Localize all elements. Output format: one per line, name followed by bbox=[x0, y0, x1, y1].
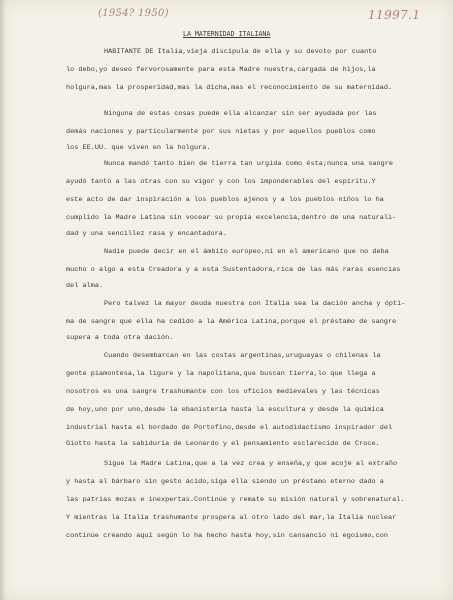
body-line: gente piamontesa,la ligure y la napolitana,que buscan tierra,lo que llega a bbox=[66, 370, 376, 378]
body-line: las patrias mozas e inexpertas.Continúe y remate su misión natural y sobrenatural. bbox=[66, 496, 405, 504]
body-line: y hasta al bárbaro sin gesto ácido,siga ella siendo un préstamo eterno dado a bbox=[66, 478, 384, 486]
body-line: del alma. bbox=[66, 282, 104, 290]
body-line: demás naciones y particularmente por sus nietas y por aquellos pueblos como bbox=[66, 128, 376, 136]
body-line: este acto de dar inspiración a los pueblos ajenos y a los pueblos niños lo ha bbox=[66, 196, 384, 204]
body-line: los EE.UU. que viven en la holgura. bbox=[66, 144, 211, 152]
body-line: Giotto hasta la sabiduría de Leonardo y el pensamiento esclarecido de Croce. bbox=[66, 440, 380, 448]
body-line: Ninguna de estas cosas puede ella alcanzar sin ser ayudada por las bbox=[104, 110, 377, 118]
document-title: LA MATERNIDAD ITALIANA bbox=[183, 30, 271, 38]
body-line: supera a toda otra dación. bbox=[66, 334, 174, 342]
body-line: dad y una sencillez rasa y encantadora. bbox=[66, 230, 228, 238]
page-edge-shadow bbox=[0, 0, 6, 600]
body-line: cumplido la Madre Latina sin vocear su propia excelencia,dentro de una naturali- bbox=[66, 214, 397, 222]
handwritten-date-note: (1954? 1950) bbox=[98, 8, 169, 19]
body-line: continúe creando aquí según lo ha hecho hasta hoy,sin cansancio ni egoísmo,con bbox=[66, 532, 389, 540]
body-line: de hoy,uno por uno,desde la ebanistería hasta la escultura y desde la química bbox=[66, 406, 384, 414]
body-line: Y mientras la Italia trashumante prospera al otro lado del mar,la Italia nuclear bbox=[66, 514, 397, 522]
body-line: industrial hasta el bordado de Portofino,desde el autodidactismo inspirador del bbox=[66, 424, 393, 432]
body-line: HABITANTE DE Italia,vieja discípula de ella y su devoto por cuanto bbox=[104, 48, 377, 56]
body-line: holgura,mas la prosperidad,mas la dicha,mas el reconocimiento de su maternidad. bbox=[66, 84, 393, 92]
body-line: ma de sangre que ella ha cedido a la América Latina,porque el préstamo de sangre bbox=[66, 318, 397, 326]
body-line: nosotros es una sangre trashumante con los oficios medievales y las técnicas bbox=[66, 388, 380, 396]
body-line: Sigue la Madre Latina,que a la vez crea y enseña,y que acoje al extraño bbox=[104, 460, 398, 468]
body-line: ayudó tanto a las otras con su vigor y con los imponderables del espíritu.Y bbox=[66, 178, 376, 186]
body-line: lo debo,yo deseo fervorosamente para esta Madre nuestra,cargada de hijos,la bbox=[66, 66, 376, 74]
body-line: Cuando desembarcan en las costas argentinas,uruguayas o chilenas la bbox=[104, 352, 381, 360]
body-line: Nunca mandó tanto bien de tierra tan urgida como ésta;nunca una sangre bbox=[104, 160, 394, 168]
archive-number: 11997.1 bbox=[368, 8, 421, 22]
body-line: Pero talvez la mayor deuda nuestra con Italia sea la dación ancha y ópti- bbox=[104, 300, 406, 308]
body-line: Nadie puede decir en el ámbito europeo,ni en el americano que no deba bbox=[104, 248, 389, 256]
body-line: mucho o algo a esta Creadora y a esta Sustentadora,rica de las más raras esencias bbox=[66, 266, 401, 274]
